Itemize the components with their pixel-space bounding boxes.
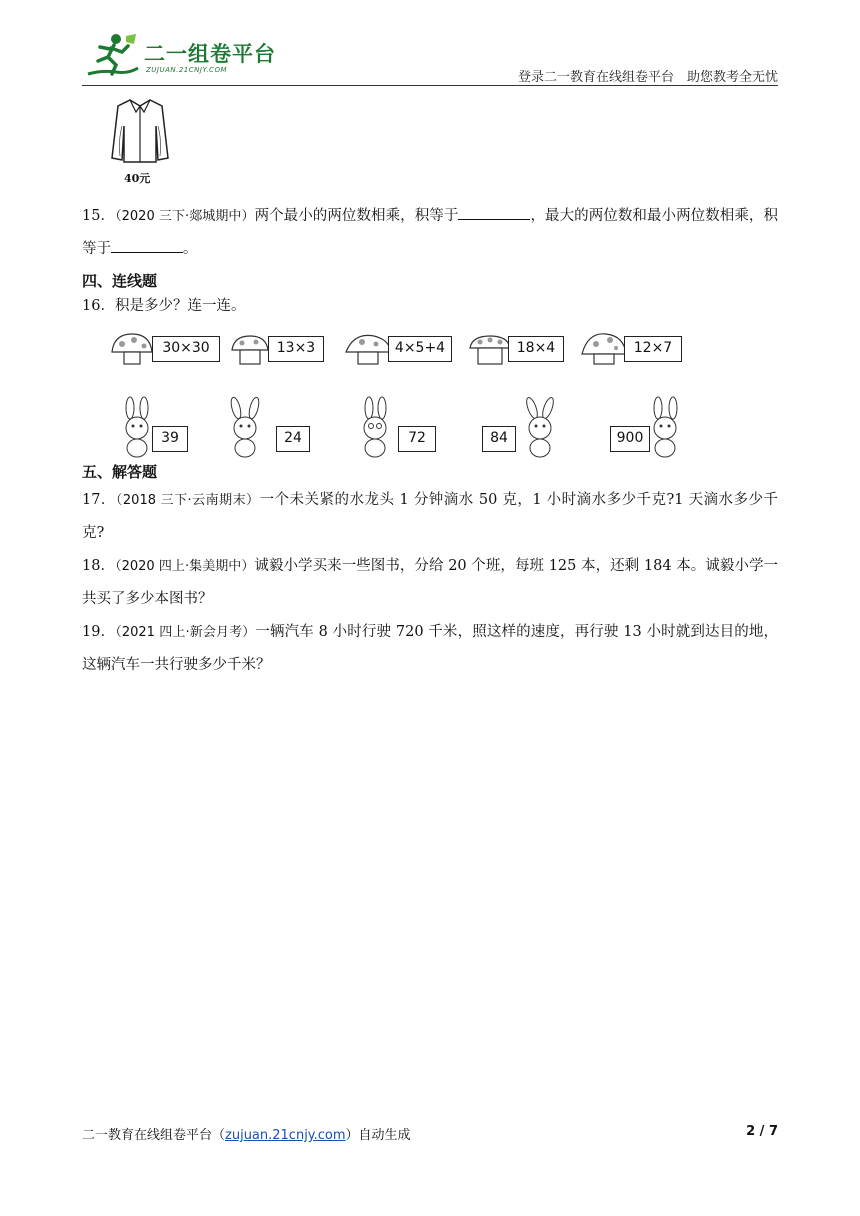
question-number: 15． bbox=[82, 208, 116, 224]
question-19 bbox=[82, 616, 778, 681]
product-box: 72 bbox=[398, 426, 436, 452]
section-heading-solutions: 五、解答题 bbox=[82, 463, 158, 481]
expression-box: 4×5+4 bbox=[388, 336, 452, 362]
mushroom-house-icon bbox=[228, 330, 272, 366]
question-text: 一个未关紧的水龙头 1 分钟滴水 50 克，1 小时滴水多少千克?1 天滴水多少千克? bbox=[82, 492, 778, 541]
expression-box: 13×3 bbox=[268, 336, 324, 362]
question-text: 诚毅小学买来一些图书，分给 20 个班，每班 125 本，还剩 184 本。诚毅小学一共买了多少本图书？ bbox=[82, 558, 779, 607]
question-number: 19． bbox=[82, 624, 116, 640]
rabbit-icon bbox=[224, 396, 268, 458]
mushroom-house-icon bbox=[468, 330, 512, 366]
section-heading-matching: 四、连线题 bbox=[82, 272, 158, 290]
answer-blank[interactable] bbox=[458, 202, 530, 220]
question-source: （2021 四上·新会月考） bbox=[115, 625, 256, 640]
expression-box: 18×4 bbox=[508, 336, 564, 362]
question-17 bbox=[82, 484, 778, 549]
matching-exercise bbox=[100, 326, 700, 460]
question-text: 积是多少？连一连。 bbox=[114, 298, 246, 314]
question-16 bbox=[82, 290, 778, 322]
header-slogan: 登录二一教育在线组卷平台 助您教考全无忧 bbox=[517, 70, 778, 85]
question-15 bbox=[82, 200, 778, 265]
expression-box: 30×30 bbox=[152, 336, 220, 362]
product-box: 24 bbox=[276, 426, 310, 452]
question-text: 。 bbox=[183, 241, 198, 257]
page-footer bbox=[82, 1124, 778, 1143]
site-logo[interactable] bbox=[82, 30, 282, 80]
mushroom-house-icon bbox=[344, 330, 392, 366]
logo-title: 二一组卷平台 bbox=[144, 42, 276, 66]
shirt-price: 40元 bbox=[124, 172, 151, 185]
product-box: 900 bbox=[610, 426, 650, 452]
mushroom-house-icon bbox=[108, 330, 156, 366]
question-text: ，最大的两位数和最小两位数相乘，积等于 bbox=[82, 208, 778, 257]
question-text: 两个最小的两位数相乘，积等于 bbox=[254, 208, 459, 224]
question-number: 17． bbox=[82, 492, 116, 508]
footer-text: ）自动生成 bbox=[345, 1128, 411, 1143]
question-source: （2020 四上·集美期中） bbox=[115, 559, 255, 574]
question-number: 16． bbox=[82, 298, 115, 314]
expression-box: 12×7 bbox=[624, 336, 682, 362]
shirt-icon bbox=[108, 96, 172, 168]
footer-link[interactable]: zujuan.21cnjy.com bbox=[225, 1128, 346, 1143]
rabbit-icon bbox=[644, 396, 688, 458]
header-divider bbox=[82, 85, 778, 86]
question-18 bbox=[82, 550, 778, 615]
product-box: 39 bbox=[152, 426, 188, 452]
page-number: 2 / 7 bbox=[746, 1124, 778, 1139]
footer-text: 二一教育在线组卷平台（ bbox=[82, 1128, 226, 1143]
rabbit-icon bbox=[354, 396, 398, 458]
running-figure-icon bbox=[82, 30, 142, 78]
mushroom-house-icon bbox=[580, 330, 628, 366]
question-number: 18． bbox=[82, 558, 116, 574]
question-source: （2018 三下·云南期末） bbox=[115, 493, 260, 508]
answer-blank[interactable] bbox=[111, 235, 183, 253]
rabbit-icon bbox=[518, 396, 562, 458]
question-text: 一辆汽车 8 小时行驶 720 千米，照这样的速度，再行驶 13 小时就到达目的地，这辆汽车一共行驶多少千米？ bbox=[82, 624, 778, 673]
page-header bbox=[82, 30, 778, 86]
logo-subtitle: ZUJUAN.21CNJY.COM bbox=[146, 66, 227, 74]
product-box: 84 bbox=[482, 426, 516, 452]
question-source: （2020 三下·郯城期中） bbox=[115, 209, 255, 224]
